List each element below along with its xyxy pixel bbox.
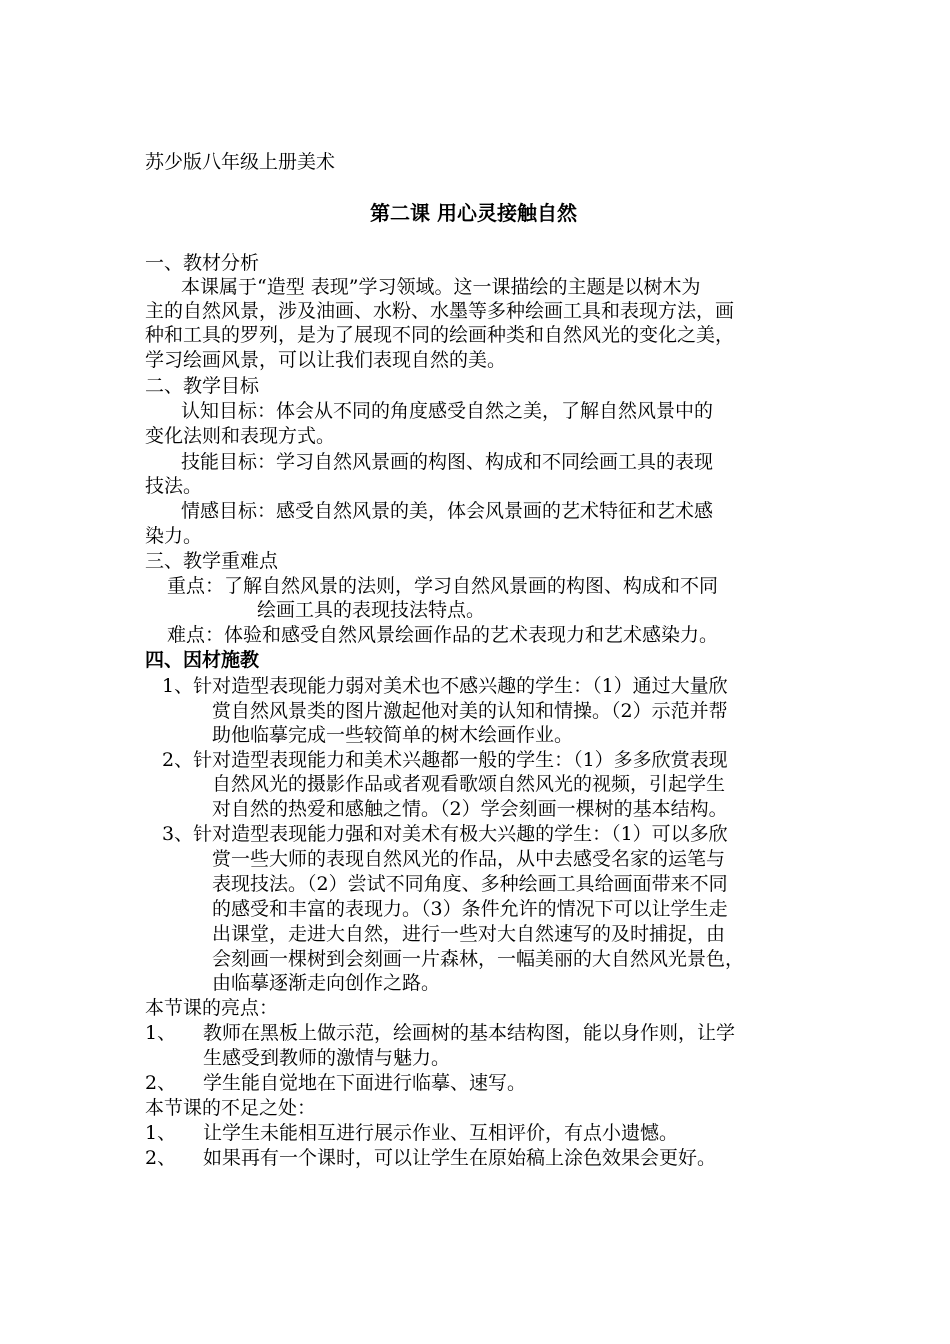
list-number: 1、	[145, 1122, 177, 1144]
section-heading: 本节课的亮点：	[145, 997, 279, 1019]
section-heading: 本节课的不足之处：	[145, 1097, 317, 1119]
list-item: 如果再有一个课时，可以让学生在原始稿上涂色效果会更好。	[203, 1147, 717, 1169]
list-item-continuation: 表现技法。（2）尝试不同角度、多种绘画工具给画面带来不同	[212, 873, 728, 895]
list-item: 让学生未能相互进行展示作业、互相评价，有点小遗憾。	[203, 1122, 679, 1144]
list-number: 2、	[145, 1147, 177, 1169]
paragraph-line: 种和工具的罗列，是为了展现不同的绘画种类和自然风光的变化之美，	[145, 324, 735, 346]
list-number: 2、	[145, 1072, 177, 1094]
paragraph-line: 认知目标：体会从不同的角度感受自然之美，了解自然风景中的	[181, 400, 714, 422]
list-item-continuation: 对自然的热爱和感触之情。（2）学会刻画一棵树的基本结构。	[212, 798, 728, 820]
list-item-continuation: 由临摹逐渐走向创作之路。	[212, 972, 441, 994]
list-item-continuation: 助他临摹完成一些较简单的树木绘画作业。	[212, 724, 574, 746]
list-item: 1、针对造型表现能力弱对美术也不感兴趣的学生：（1）通过大量欣	[162, 675, 728, 697]
paragraph-line: 主的自然风景，涉及油画、水粉、水墨等多种绘画工具和表现方法，画	[145, 300, 735, 322]
list-item-continuation: 的感受和丰富的表现力。（3）条件允许的情况下可以让学生走	[212, 898, 728, 920]
section-heading: 二、教学目标	[145, 375, 260, 397]
list-item-continuation: 出课堂，走进大自然，进行一些对大自然速写的及时捕捉，由	[212, 923, 726, 945]
paragraph-line: 技能目标：学习自然风景画的构图、构成和不同绘画工具的表现	[181, 451, 714, 473]
paragraph-line: 重点：了解自然风景的法则，学习自然风景画的构图、构成和不同	[167, 575, 719, 597]
lesson-title: 第二课 用心灵接触自然	[370, 201, 577, 225]
paragraph-line: 学习绘画风景，可以让我们表现自然的美。	[145, 349, 507, 371]
list-item: 学生能自觉地在下面进行临摹、速写。	[203, 1072, 527, 1094]
paragraph-line: 绘画工具的表现技法特点。	[257, 599, 486, 621]
list-item: 2、针对造型表现能力和美术兴趣都一般的学生：（1）多多欣赏表现	[162, 749, 728, 771]
list-item-continuation: 赏一些大师的表现自然风光的作品，从中去感受名家的运笔与	[212, 848, 726, 870]
list-item: 教师在黑板上做示范，绘画树的基本结构图，能以身作则，让学	[203, 1022, 736, 1044]
document-header: 苏少版八年级上册美术	[145, 151, 336, 173]
list-item-continuation: 赏自然风景类的图片激起他对美的认知和情操。（2）示范并帮	[212, 700, 728, 722]
list-item-continuation: 生感受到教师的激情与魅力。	[203, 1047, 451, 1069]
paragraph-line: 难点：体验和感受自然风景绘画作品的艺术表现力和艺术感染力。	[167, 624, 719, 646]
paragraph-line: 本课属于“造型 表现”学习领域。这一课描绘的主题是以树木为	[181, 276, 701, 298]
section-heading: 四、因材施教	[145, 649, 260, 671]
list-item: 3、针对造型表现能力强和对美术有极大兴趣的学生：（1）可以多欣	[162, 823, 728, 845]
list-item-continuation: 会刻画一棵树到会刻画一片森林，一幅美丽的大自然风光景色，	[212, 948, 745, 970]
paragraph-line: 技法。	[145, 475, 203, 497]
section-heading: 一、教材分析	[145, 252, 260, 274]
paragraph-line: 变化法则和表现方式。	[145, 425, 336, 447]
section-heading: 三、教学重难点	[145, 550, 279, 572]
paragraph-line: 染力。	[145, 525, 203, 547]
list-number: 1、	[145, 1022, 177, 1044]
list-item-continuation: 自然风光的摄影作品或者观看歌颂自然风光的视频，引起学生	[212, 773, 726, 795]
paragraph-line: 情感目标：感受自然风景的美，体会风景画的艺术特征和艺术感	[181, 500, 714, 522]
